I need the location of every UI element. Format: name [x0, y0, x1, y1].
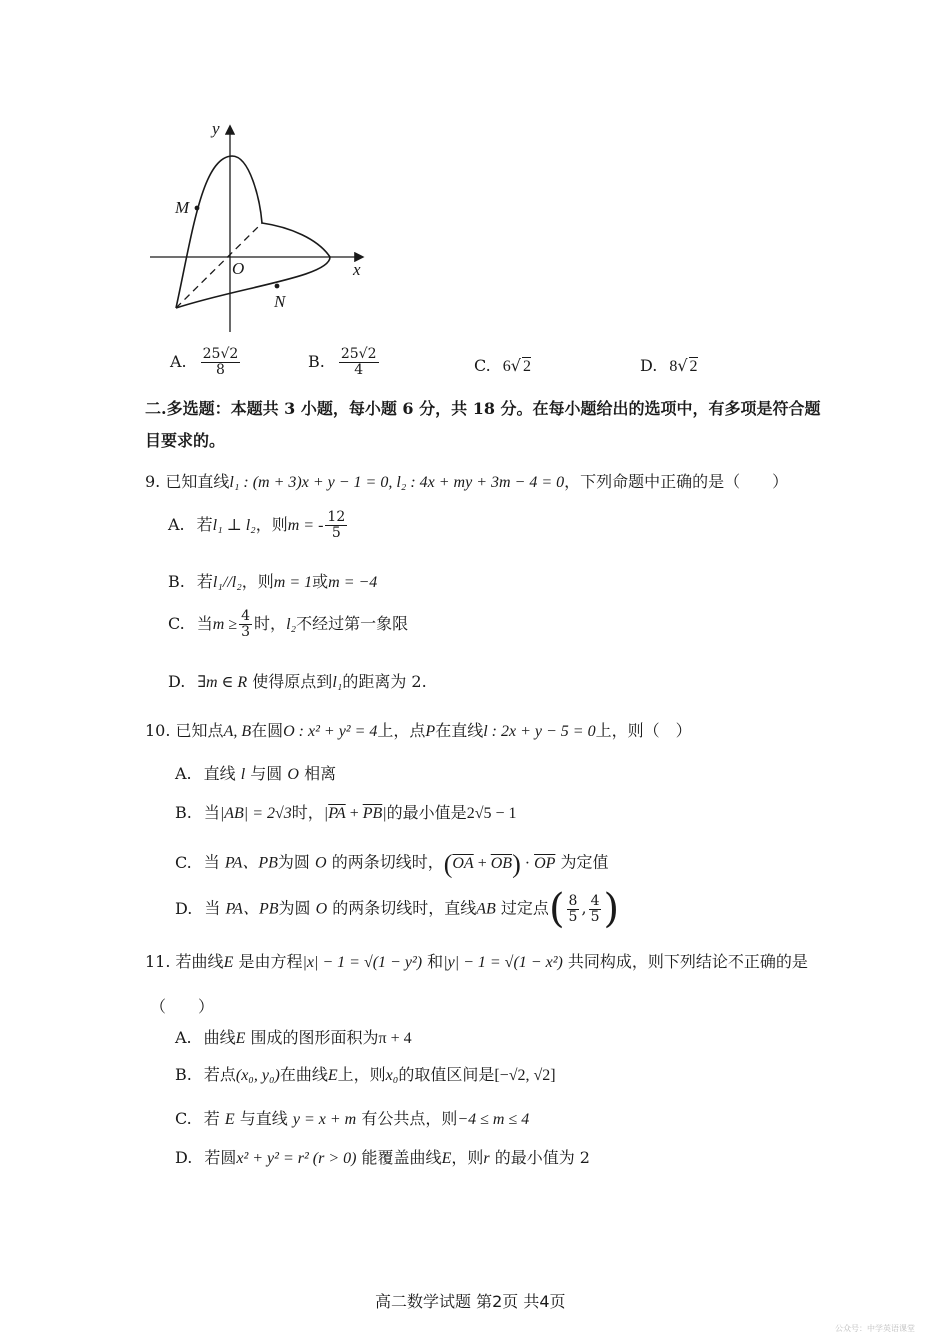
question-11: 11. 若曲线E 是由方程|x| − 1 = √(1 − y²) 和|y| − 1 = √(1 − x²) 共同构成，则下列结论不正确的是 — [145, 952, 808, 971]
q9-option-d[interactable]: D. ∃m ∈ R 使得原点到l₁的距离为 2. — [168, 672, 427, 691]
axis-x-label: x — [353, 260, 361, 279]
q10-number: 10. — [145, 721, 171, 740]
q9-line-l1: l₁ : (m + 3)x + y − 1 = 0, — [229, 474, 397, 491]
curve-figure — [140, 115, 380, 345]
q8-option-a[interactable]: A. $\frac{25√2}{8}$ — [170, 346, 239, 378]
question-9: 9. 已知直线l₁ : (m + 3)x + y − 1 = 0, l₂ : 4x + my + 3m − 4 = 0，下列命题中正确的是（ ） — [145, 472, 789, 491]
watermark: 公众号：中学英语课堂 — [835, 1324, 915, 1333]
section-2-header: 二.多选题：本题共 3 小题，每小题 6 分，共 18 分。在每小题给出的选项中，有多项是符合题目要求的。 — [145, 399, 821, 450]
q9-option-b[interactable]: B. 若l₁//l₂，则m = 1或m = −4 — [168, 572, 378, 591]
axis-y-label: y — [212, 119, 220, 138]
point-m — [195, 206, 200, 211]
question-10: 10. 已知点A, B在圆O : x² + y² = 4上，点P在直线l : 2x + y − 5 = 0上，则（ ） — [145, 721, 692, 740]
q9-option-a[interactable]: A. 若l₁ ⊥ l₂，则m = - $\frac{12}{5}$ — [168, 509, 346, 541]
q11-option-b[interactable]: B. 若点(x₀, y₀)在曲线E上，则x₀的取值区间是[−√2, √2] — [175, 1065, 556, 1084]
q10-option-d[interactable]: D. 当 PA、PB为圆 O 的两条切线时，直线AB 过定点( $\frac{8}{5}$ , $\frac{4}{5}$ ) — [175, 886, 620, 932]
q11-answer-paren: （ ） — [150, 997, 215, 1016]
origin-label: O — [232, 259, 245, 278]
point-n — [275, 284, 280, 289]
q9-number: 9. — [145, 472, 161, 491]
q8-option-c[interactable]: C. 6√ 2 — [474, 356, 531, 375]
q8-option-d[interactable]: D. 8√ 2 — [640, 356, 698, 375]
curve-left-arch — [176, 156, 262, 308]
q11-option-d[interactable]: D. 若圆x² + y² = r² (r > 0) 能覆盖曲线E，则r 的最小值为 2 — [175, 1148, 590, 1167]
q11-option-c[interactable]: C. 若 E 与直线 y = x + m 有公共点，则−4 ≤ m ≤ 4 — [175, 1109, 530, 1128]
q10-option-a[interactable]: A. 直线 l 与圆 O 相离 — [175, 764, 337, 783]
q11-number: 11. — [145, 952, 171, 971]
curve-right-lobe — [176, 223, 330, 308]
q10-option-c[interactable]: C. 当 PA、PB为圆 O 的两条切线时，$(\overline{OA} + \overline{OB}) \cdot \overline{OP}$ 为定值 — [175, 849, 609, 878]
point-m-label: M — [175, 198, 190, 217]
q9-option-c[interactable]: C. 当m ≥ $\frac{4}{3}$ 时，l₂不经过第一象限 — [168, 608, 409, 640]
point-n-label: N — [274, 292, 286, 311]
q8-option-b[interactable]: B. $\frac{25√2}{4}$ — [308, 346, 377, 378]
page-footer: 高二数学试题 第2页 共4页 — [375, 1292, 566, 1311]
q11-option-a[interactable]: A. 曲线E 围成的图形面积为π + 4 — [175, 1028, 412, 1047]
q10-option-b[interactable]: B. 当|AB| = 2√3时，$|\overline{PA} + \overline{PB}|$的最小值是2√5 − 1 — [175, 803, 517, 822]
q9-line-l2: l₂ : 4x + my + 3m − 4 = 0 — [396, 474, 565, 491]
